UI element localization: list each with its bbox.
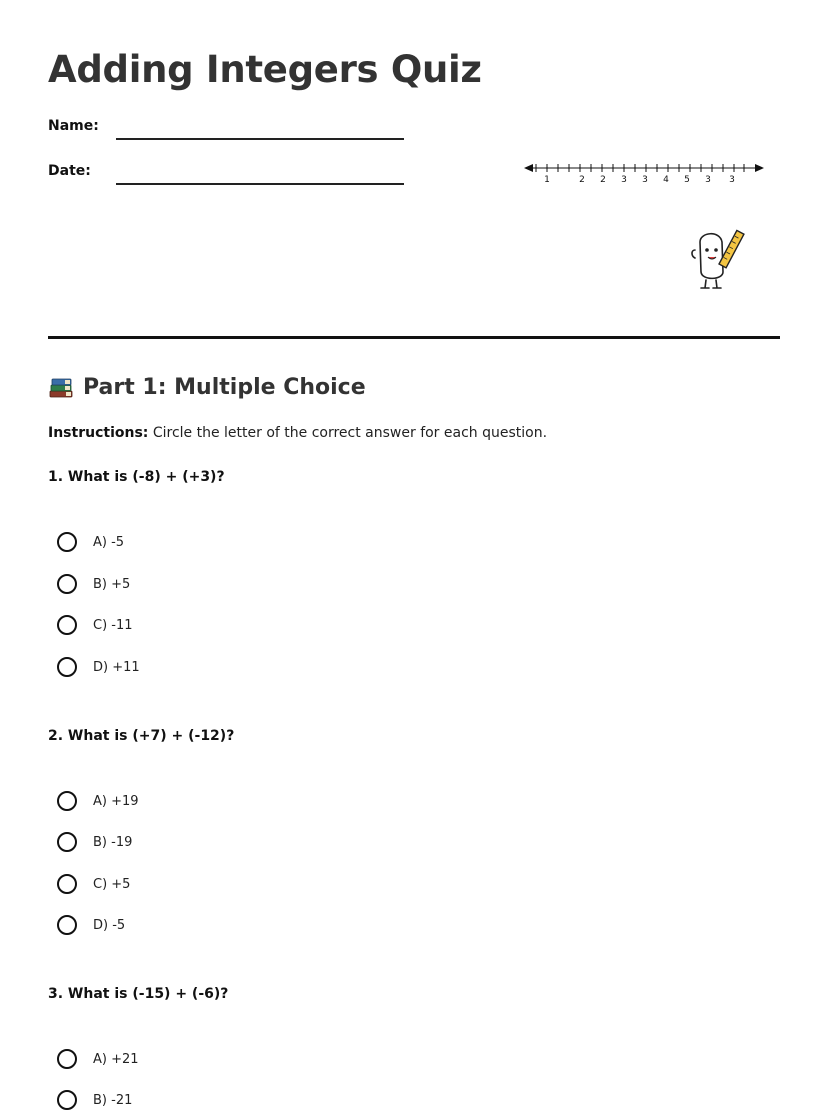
radio-circle-icon[interactable]: [57, 1049, 77, 1069]
option-label: C) +5: [93, 876, 131, 892]
date-label: Date:: [48, 163, 91, 179]
q1-option-a[interactable]: [57, 532, 124, 552]
number-line-label: 3: [642, 175, 648, 185]
name-field[interactable]: [116, 138, 404, 140]
question-3: 3. What is (-15) + (-6)?: [48, 986, 229, 1002]
radio-circle-icon[interactable]: [57, 1090, 77, 1110]
number-line-icon: [522, 158, 766, 188]
question-2: 2. What is (+7) + (-12)?: [48, 728, 235, 744]
option-label: D) +11: [93, 659, 140, 675]
question-1: 1. What is (-8) + (+3)?: [48, 469, 225, 485]
number-line-label: 3: [705, 175, 711, 185]
number-line-label: 1: [544, 175, 550, 185]
books-icon: [48, 374, 74, 400]
date-field[interactable]: [116, 183, 404, 185]
option-label: A) +21: [93, 1051, 139, 1067]
number-line-label: 3: [729, 175, 735, 185]
q2-option-d[interactable]: [57, 915, 125, 935]
section-divider: [48, 336, 780, 339]
part1-title: Part 1: Multiple Choice: [83, 374, 366, 400]
radio-circle-icon[interactable]: [57, 657, 77, 677]
option-label: A) +19: [93, 793, 139, 809]
name-label: Name:: [48, 118, 99, 134]
q1-option-b[interactable]: [57, 574, 130, 594]
option-label: A) -5: [93, 534, 125, 550]
radio-circle-icon[interactable]: [57, 615, 77, 635]
radio-circle-icon[interactable]: [57, 832, 77, 852]
number-line-label: 3: [621, 175, 627, 185]
q1-option-c[interactable]: [57, 615, 133, 635]
q3-option-a[interactable]: [57, 1049, 139, 1069]
radio-circle-icon[interactable]: [57, 532, 77, 552]
radio-circle-icon[interactable]: [57, 915, 77, 935]
page-title: Adding Integers Quiz: [48, 48, 482, 91]
radio-circle-icon[interactable]: [57, 791, 77, 811]
pencil-mascot-icon: [686, 228, 746, 294]
option-label: C) -11: [93, 617, 133, 633]
q1-option-d[interactable]: [57, 657, 140, 677]
q2-option-b[interactable]: [57, 832, 132, 852]
instructions-text: Circle the letter of the correct answer for each question.: [148, 425, 548, 441]
radio-circle-icon[interactable]: [57, 874, 77, 894]
option-label: B) +5: [93, 576, 131, 592]
number-line-label: 2: [579, 175, 585, 185]
number-line-label: 2: [600, 175, 606, 185]
radio-circle-icon[interactable]: [57, 574, 77, 594]
q3-option-b[interactable]: [57, 1090, 132, 1110]
option-label: B) -21: [93, 1092, 133, 1108]
option-label: D) -5: [93, 917, 126, 933]
q2-option-a[interactable]: [57, 791, 139, 811]
part1-header: [48, 374, 366, 400]
number-line-label: 5: [684, 175, 690, 185]
option-label: B) -19: [93, 834, 133, 850]
instructions: [48, 425, 547, 441]
instructions-label: Instructions:: [48, 425, 149, 441]
number-line-label: 4: [663, 175, 669, 185]
q2-option-c[interactable]: [57, 874, 130, 894]
